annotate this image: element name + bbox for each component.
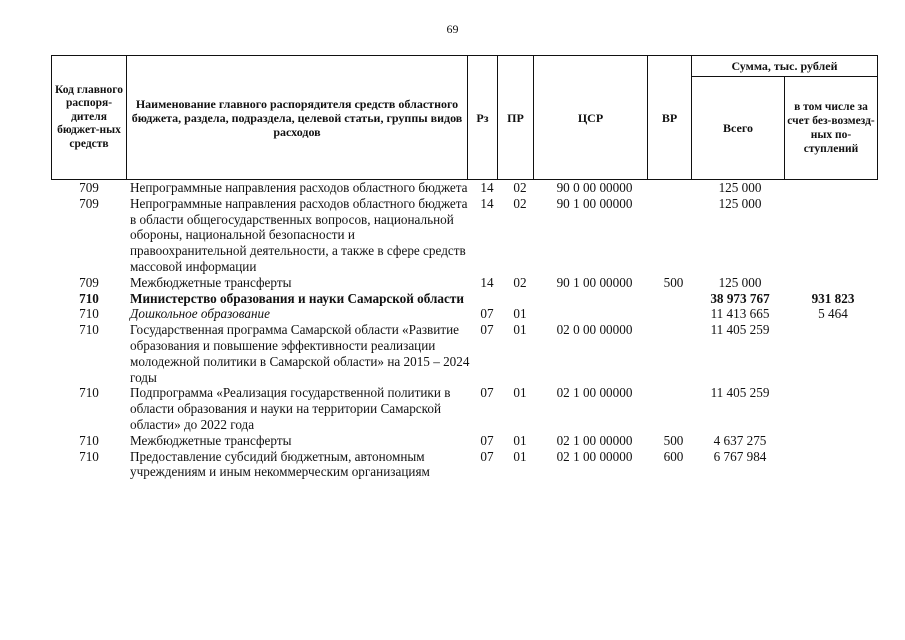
header-vr: ВР <box>648 56 692 180</box>
cell-vr: 600 <box>663 448 684 464</box>
table-row <box>51 275 881 291</box>
page-number: 69 <box>446 22 459 36</box>
cell-kod: 710 <box>79 322 99 338</box>
cell-rz: 14 <box>480 274 494 290</box>
cell-kod: 709 <box>79 274 99 290</box>
header-name: Наименование главного распорядителя средств областного бюджета, раздела, подраздела, целевой статьи, группы видов расходов <box>127 56 468 180</box>
header-csr: ЦСР <box>534 56 648 180</box>
cell-total: 6 767 984 <box>713 448 767 464</box>
cell-pr: 02 <box>513 180 527 195</box>
cell-pr: 01 <box>513 448 527 464</box>
header-kod: Код главного распоря-дителя бюджет-ных средств <box>52 56 127 180</box>
header-total: Всего <box>692 77 785 180</box>
table-row <box>51 449 881 481</box>
cell-kod: 710 <box>79 432 99 448</box>
cell-total: 11 405 259 <box>710 385 770 401</box>
cell-csr: 02 1 00 00000 <box>556 385 633 401</box>
cell-rz: 07 <box>480 306 494 322</box>
table-header <box>51 55 878 180</box>
cell-kod: 710 <box>79 385 99 401</box>
cell-pr: 01 <box>513 385 527 401</box>
table-row <box>51 180 881 196</box>
table-row <box>51 433 881 449</box>
cell-vr: 500 <box>663 432 684 448</box>
cell-name: Межбюджетные трансферты <box>130 432 292 448</box>
cell-csr: 02 1 00 00000 <box>556 448 633 464</box>
cell-kod: 709 <box>79 180 99 195</box>
cell-csr: 90 1 00 00000 <box>556 195 633 211</box>
cell-pr: 01 <box>513 432 527 448</box>
cell-name: Государственная программа Самарской области «Развитие образования и повышение эффективности реализации молодежной политики в Самарской области» на 2015 – 2024 годы <box>130 322 470 385</box>
cell-rz: 14 <box>480 180 494 195</box>
header-pr: ПР <box>498 56 534 180</box>
table-body <box>51 180 881 480</box>
cell-name: Дошкольное образование <box>130 306 270 322</box>
cell-pr: 01 <box>513 306 527 322</box>
cell-name: Подпрограмма «Реализация государственной политики в области образования и науки на территории Самарской области» до 2022 года <box>130 385 451 432</box>
cell-pr: 02 <box>513 274 527 290</box>
cell-total: 11 413 665 <box>710 306 770 322</box>
cell-name: Министерство образования и науки Самарской области <box>130 290 464 306</box>
cell-total: 4 637 275 <box>713 432 767 448</box>
table-row <box>51 291 881 307</box>
cell-total: 125 000 <box>718 180 762 195</box>
cell-csr: 90 1 00 00000 <box>556 274 633 290</box>
cell-rz: 07 <box>480 385 494 401</box>
cell-name: Непрограммные направления расходов областного бюджета <box>130 180 468 195</box>
cell-kod: 710 <box>79 306 99 322</box>
cell-total: 125 000 <box>718 195 762 211</box>
header-free: в том числе за счет без-возмезд-ных по-ступлений <box>785 77 878 180</box>
cell-kod: 710 <box>79 448 99 464</box>
cell-name: Предоставление субсидий бюджетным, автономным учреждениям и иным некоммерческим организациям <box>130 448 430 480</box>
cell-name: Непрограммные направления расходов областного бюджета в области общегосударственных вопросов, национальной обороны, национальной безопасности и правоохранительной деятельности, а также в сфере средств массовой информации <box>130 195 468 274</box>
cell-rz: 14 <box>480 195 494 211</box>
cell-vr: 500 <box>663 274 684 290</box>
cell-csr: 90 0 00 00000 <box>556 180 633 195</box>
cell-free: 931 823 <box>811 290 855 306</box>
cell-pr: 01 <box>513 322 527 338</box>
table-row <box>51 322 881 385</box>
cell-pr: 02 <box>513 195 527 211</box>
table-row <box>51 306 881 322</box>
cell-kod: 709 <box>79 195 99 211</box>
cell-name: Межбюджетные трансферты <box>130 274 292 290</box>
cell-total: 11 405 259 <box>710 322 770 338</box>
table-row <box>51 385 881 432</box>
cell-csr: 02 1 00 00000 <box>556 432 633 448</box>
cell-total: 38 973 767 <box>710 290 770 306</box>
cell-rz: 07 <box>480 448 494 464</box>
cell-total: 125 000 <box>718 274 762 290</box>
table-row <box>51 196 881 275</box>
cell-rz: 07 <box>480 322 494 338</box>
cell-kod: 710 <box>79 290 99 306</box>
cell-rz: 07 <box>480 432 494 448</box>
cell-free: 5 464 <box>818 306 848 322</box>
header-sum: Сумма, тыс. рублей <box>692 56 878 77</box>
cell-csr: 02 0 00 00000 <box>556 322 633 338</box>
header-rz: Рз <box>468 56 498 180</box>
